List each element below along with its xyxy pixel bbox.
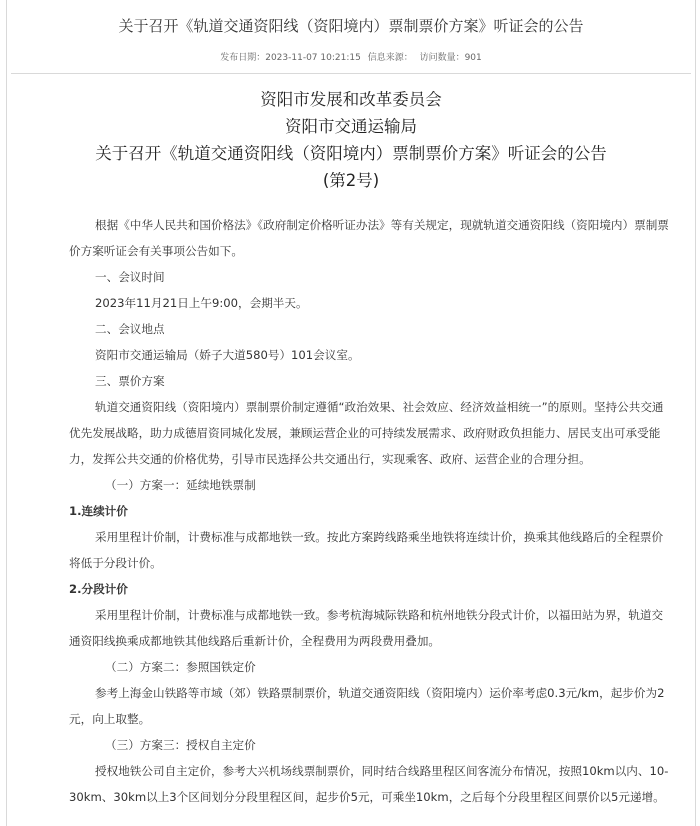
document-number: (第2号) — [322, 171, 380, 190]
fare-plan-principle: 轨道交通资阳线（资阳境内）票制票价制定遵循“政治效果、社会效应、经济效益相统一”的原则。坚持公共交通优先发展战略，助力成德眉资同城化发展，兼顾运营企业的可持续发展需求、政府财政负担能力、居民支出可承受能力，发挥公共交通的价格优势，引导市民选择公共交通出行，实现乘客、政府、运营企业的合理分担。 — [69, 400, 664, 466]
title-divider — [11, 73, 691, 74]
document-body — [7, 212, 695, 810]
document-heading — [7, 86, 695, 194]
publish-date: 发布日期：2023-11-07 10:21:15 — [220, 53, 361, 63]
announcement-page — [6, 0, 696, 826]
plan-2-title: （二）方案二：参照国铁定价 — [105, 660, 256, 674]
plan-3-text: 授权地铁公司自主定价，参考大兴机场线票制票价，同时结合线路里程区间客流分布情况，按照10km以内、10-30km、30km以上3个区间划分分段里程区间，起步价5元，可乘坐10km，之后每个分段里程区间票价以5元递增。 — [69, 764, 669, 804]
view-count: 访问数量：901 — [419, 53, 482, 63]
page-title: 关于召开《轨道交通资阳线（资阳境内）票制票价方案》听证会的公告 — [118, 17, 584, 35]
section-title-meeting-time: 一、会议时间 — [95, 270, 165, 284]
plan-1-item-1-title: 1.连续计价 — [69, 504, 128, 518]
plan-1-item-2-title: 2.分段计价 — [69, 582, 128, 596]
document-title: 关于召开《轨道交通资阳线（资阳境内）票制票价方案》听证会的公告 — [95, 144, 607, 163]
intro-paragraph: 根据《中华人民共和国价格法》《政府制定价格听证办法》等有关规定，现就轨道交通资阳线（资阳境内）票制票价方案听证会有关事项公告如下。 — [69, 218, 669, 258]
issuer-1: 资阳市发展和改革委员会 — [260, 90, 442, 109]
article-meta — [7, 51, 695, 65]
plan-1-item-2-text: 采用里程计价制，计费标准与成都地铁一致。参考杭海城际铁路和杭州地铁分段式计价，以福田站为界，轨道交通资阳线换乘成都地铁其他线路后重新计价，全程费用为两段费用叠加。 — [69, 608, 664, 648]
plan-3-title: （三）方案三：授权自主定价 — [105, 738, 256, 752]
info-source: 信息来源： — [367, 53, 413, 63]
meeting-place-text: 资阳市交通运输局（娇子大道580号）101会议室。 — [95, 348, 360, 362]
plan-2-text: 参考上海金山铁路等市域（郊）铁路票制票价，轨道交通资阳线（资阳境内）运价率考虑0.3元/km，起步价为2元，向上取整。 — [69, 686, 665, 726]
meeting-time-text: 2023年11月21日上午9:00，会期半天。 — [95, 296, 308, 310]
plan-1-item-1-text: 采用里程计价制，计费标准与成都地铁一致。按此方案跨线路乘坐地铁将连续计价，换乘其他线路后的全程票价将低于分段计价。 — [69, 530, 664, 570]
issuer-2: 资阳市交通运输局 — [285, 117, 417, 136]
section-title-fare-plan: 三、票价方案 — [95, 374, 165, 388]
section-title-meeting-place: 二、会议地点 — [95, 322, 165, 336]
plan-1-title: （一）方案一：延续地铁票制 — [105, 478, 256, 492]
